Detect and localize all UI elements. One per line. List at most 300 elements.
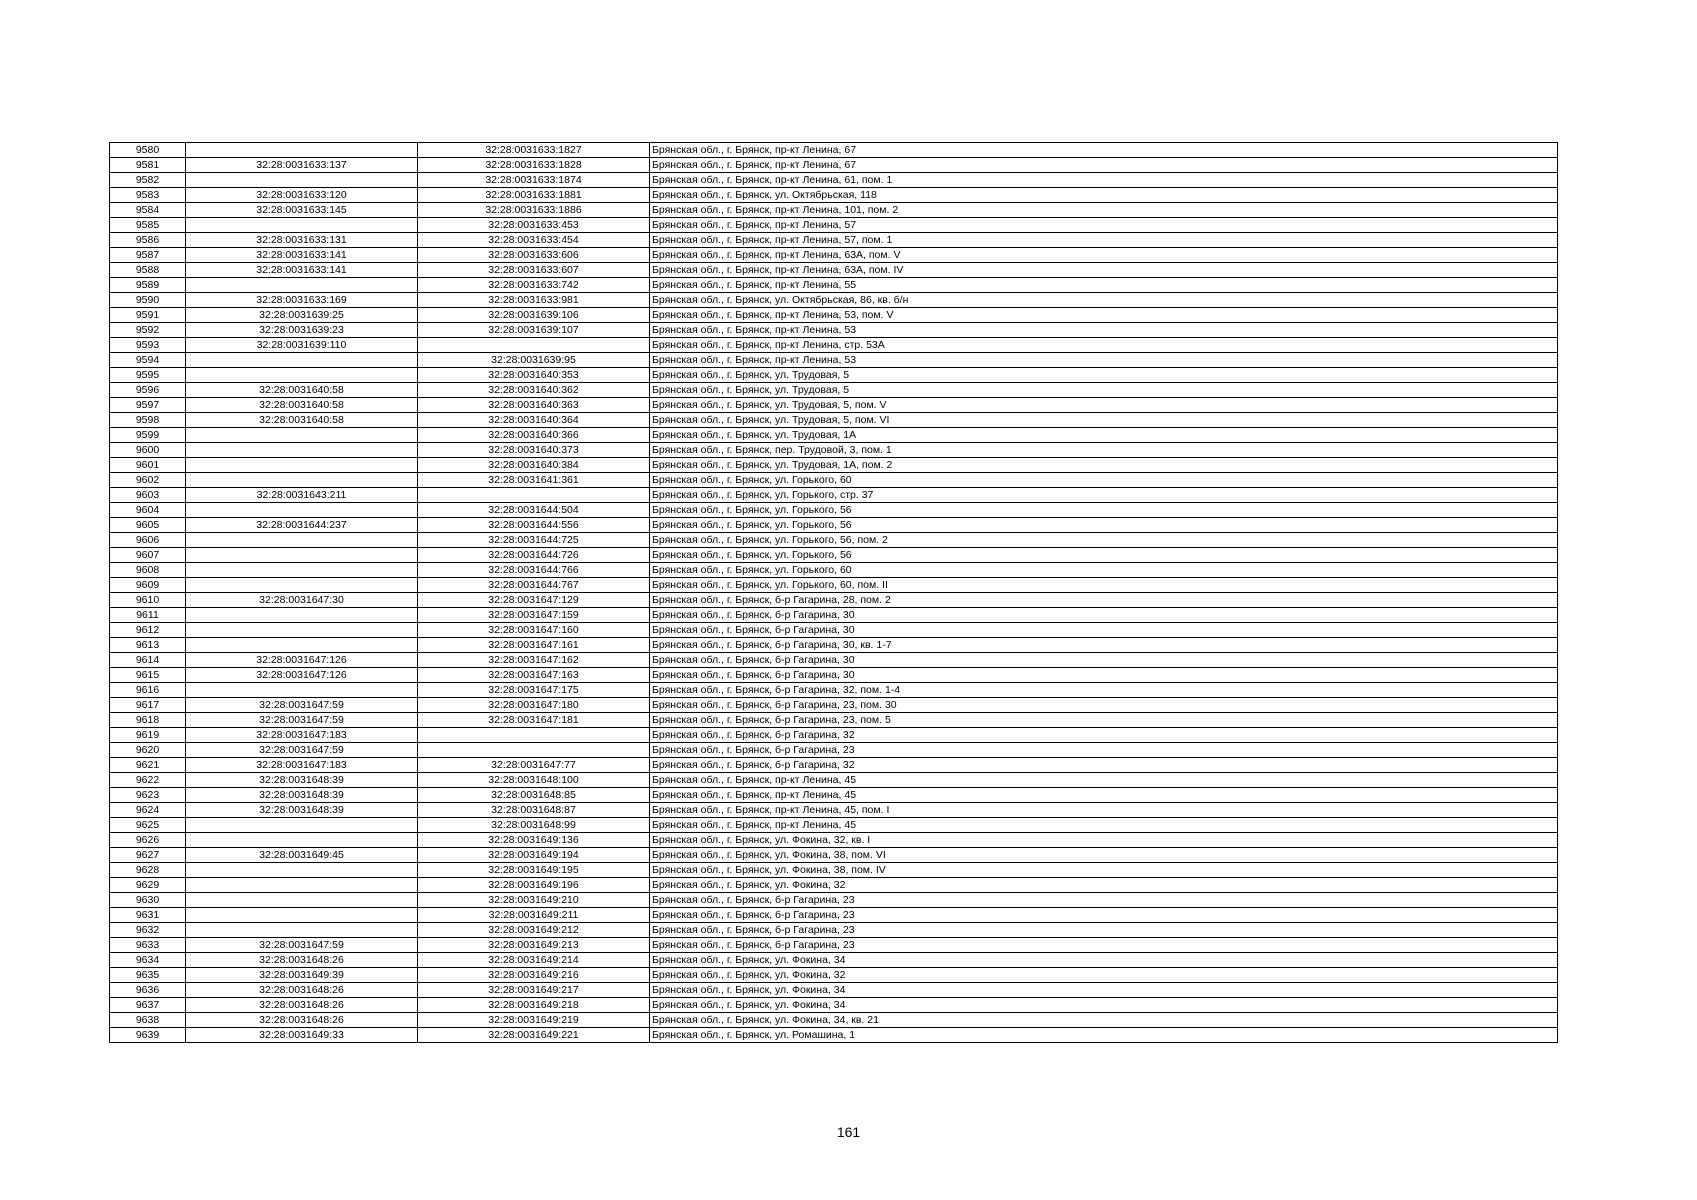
parcel-number-cell (186, 638, 418, 653)
parcel-number-cell (186, 923, 418, 938)
row-number-cell: 9595 (110, 368, 186, 383)
table-row (110, 173, 1558, 188)
table-row (110, 998, 1558, 1013)
row-number-cell: 9591 (110, 308, 186, 323)
table-row (110, 158, 1558, 173)
object-number-cell: 32:28:0031644:504 (418, 503, 650, 518)
object-number-cell: 32:28:0031641:361 (418, 473, 650, 488)
row-number-cell: 9597 (110, 398, 186, 413)
object-number-cell: 32:28:0031649:213 (418, 938, 650, 953)
row-number-cell: 9583 (110, 188, 186, 203)
row-number-cell: 9624 (110, 803, 186, 818)
table-row (110, 578, 1558, 593)
address-cell: Брянская обл., г. Брянск, пр-кт Ленина, 101, пом. 2 (650, 203, 1558, 218)
object-number-cell (418, 338, 650, 353)
address-cell: Брянская обл., г. Брянск, ул. Фокина, 32 (650, 968, 1558, 983)
table-row (110, 188, 1558, 203)
object-number-cell: 32:28:0031647:163 (418, 668, 650, 683)
object-number-cell: 32:28:0031649:219 (418, 1013, 650, 1028)
address-cell: Брянская обл., г. Брянск, ул. Фокина, 32, кв. I (650, 833, 1558, 848)
parcel-number-cell: 32:28:0031648:26 (186, 983, 418, 998)
object-number-cell: 32:28:0031649:136 (418, 833, 650, 848)
object-number-cell (418, 728, 650, 743)
table-row (110, 443, 1558, 458)
address-cell: Брянская обл., г. Брянск, б-р Гагарина, 28, пом. 2 (650, 593, 1558, 608)
parcel-number-cell: 32:28:0031643:211 (186, 488, 418, 503)
row-number-cell: 9631 (110, 908, 186, 923)
object-number-cell: 32:28:0031633:1874 (418, 173, 650, 188)
table-row (110, 563, 1558, 578)
table-row (110, 353, 1558, 368)
parcel-number-cell (186, 578, 418, 593)
parcel-number-cell: 32:28:0031647:59 (186, 698, 418, 713)
parcel-number-cell (186, 443, 418, 458)
address-cell: Брянская обл., г. Брянск, пр-кт Ленина, 53, пом. V (650, 308, 1558, 323)
parcel-number-cell (186, 503, 418, 518)
object-number-cell: 32:28:0031647:175 (418, 683, 650, 698)
address-cell: Брянская обл., г. Брянск, ул. Горького, 60 (650, 563, 1558, 578)
parcel-number-cell: 32:28:0031633:145 (186, 203, 418, 218)
object-number-cell: 32:28:0031647:181 (418, 713, 650, 728)
object-number-cell: 32:28:0031640:363 (418, 398, 650, 413)
address-cell: Брянская обл., г. Брянск, пр-кт Ленина, 55 (650, 278, 1558, 293)
table-row (110, 923, 1558, 938)
object-number-cell: 32:28:0031647:162 (418, 653, 650, 668)
table-row (110, 413, 1558, 428)
address-cell: Брянская обл., г. Брянск, пр-кт Ленина, 67 (650, 158, 1558, 173)
object-number-cell: 32:28:0031633:1881 (418, 188, 650, 203)
parcel-number-cell: 32:28:0031633:131 (186, 233, 418, 248)
object-number-cell: 32:28:0031649:194 (418, 848, 650, 863)
address-cell: Брянская обл., г. Брянск, б-р Гагарина, 23 (650, 893, 1558, 908)
parcel-number-cell: 32:28:0031647:126 (186, 653, 418, 668)
row-number-cell: 9604 (110, 503, 186, 518)
row-number-cell: 9626 (110, 833, 186, 848)
parcel-number-cell (186, 833, 418, 848)
address-cell: Брянская обл., г. Брянск, ул. Горького, 56 (650, 518, 1558, 533)
parcel-number-cell (186, 893, 418, 908)
table-row (110, 323, 1558, 338)
table-row (110, 623, 1558, 638)
parcel-number-cell: 32:28:0031647:59 (186, 713, 418, 728)
address-cell: Брянская обл., г. Брянск, ул. Трудовая, 5, пом. VI (650, 413, 1558, 428)
row-number-cell: 9589 (110, 278, 186, 293)
table-row (110, 953, 1558, 968)
parcel-number-cell: 32:28:0031647:126 (186, 668, 418, 683)
object-number-cell: 32:28:0031639:107 (418, 323, 650, 338)
object-number-cell: 32:28:0031640:362 (418, 383, 650, 398)
object-number-cell: 32:28:0031644:767 (418, 578, 650, 593)
object-number-cell: 32:28:0031647:159 (418, 608, 650, 623)
object-number-cell: 32:28:0031644:726 (418, 548, 650, 563)
row-number-cell: 9601 (110, 458, 186, 473)
parcel-number-cell: 32:28:0031633:137 (186, 158, 418, 173)
object-number-cell: 32:28:0031648:87 (418, 803, 650, 818)
object-number-cell: 32:28:0031633:453 (418, 218, 650, 233)
parcel-number-cell (186, 533, 418, 548)
row-number-cell: 9636 (110, 983, 186, 998)
table-row (110, 893, 1558, 908)
address-cell: Брянская обл., г. Брянск, пр-кт Ленина, 57 (650, 218, 1558, 233)
parcel-number-cell: 32:28:0031647:30 (186, 593, 418, 608)
object-number-cell: 32:28:0031649:211 (418, 908, 650, 923)
address-cell: Брянская обл., г. Брянск, пер. Трудовой, 3, пом. 1 (650, 443, 1558, 458)
table-row (110, 143, 1558, 158)
address-cell: Брянская обл., г. Брянск, пр-кт Ленина, 57, пом. 1 (650, 233, 1558, 248)
table-row (110, 698, 1558, 713)
table-row (110, 248, 1558, 263)
address-cell: Брянская обл., г. Брянск, ул. Фокина, 34 (650, 998, 1558, 1013)
address-cell: Брянская обл., г. Брянск, ул. Октябрьская, 118 (650, 188, 1558, 203)
parcel-number-cell: 32:28:0031640:58 (186, 413, 418, 428)
parcel-number-cell (186, 908, 418, 923)
row-number-cell: 9603 (110, 488, 186, 503)
address-cell: Брянская обл., г. Брянск, ул. Фокина, 34, кв. 21 (650, 1013, 1558, 1028)
object-number-cell (418, 743, 650, 758)
parcel-number-cell: 32:28:0031639:25 (186, 308, 418, 323)
address-cell: Брянская обл., г. Брянск, пр-кт Ленина, 45 (650, 773, 1558, 788)
row-number-cell: 9627 (110, 848, 186, 863)
table-row (110, 383, 1558, 398)
parcel-number-cell: 32:28:0031647:183 (186, 728, 418, 743)
object-number-cell: 32:28:0031644:766 (418, 563, 650, 578)
object-number-cell: 32:28:0031633:981 (418, 293, 650, 308)
object-number-cell: 32:28:0031644:556 (418, 518, 650, 533)
object-number-cell: 32:28:0031649:221 (418, 1028, 650, 1043)
row-number-cell: 9580 (110, 143, 186, 158)
address-cell: Брянская обл., г. Брянск, б-р Гагарина, 30 (650, 608, 1558, 623)
parcel-number-cell: 32:28:0031640:58 (186, 398, 418, 413)
address-cell: Брянская обл., г. Брянск, б-р Гагарина, 23 (650, 908, 1558, 923)
object-number-cell: 32:28:0031649:195 (418, 863, 650, 878)
address-cell: Брянская обл., г. Брянск, ул. Трудовая, 1А (650, 428, 1558, 443)
address-cell: Брянская обл., г. Брянск, пр-кт Ленина, 45 (650, 818, 1558, 833)
table-row (110, 938, 1558, 953)
parcel-number-cell (186, 278, 418, 293)
object-number-cell: 32:28:0031644:725 (418, 533, 650, 548)
object-number-cell: 32:28:0031640:364 (418, 413, 650, 428)
address-cell: Брянская обл., г. Брянск, ул. Трудовая, 1А, пом. 2 (650, 458, 1558, 473)
object-number-cell: 32:28:0031647:129 (418, 593, 650, 608)
object-number-cell: 32:28:0031649:214 (418, 953, 650, 968)
parcel-number-cell (186, 623, 418, 638)
parcel-number-cell: 32:28:0031639:23 (186, 323, 418, 338)
row-number-cell: 9637 (110, 998, 186, 1013)
table-row (110, 548, 1558, 563)
table-row (110, 488, 1558, 503)
row-number-cell: 9586 (110, 233, 186, 248)
parcel-number-cell: 32:28:0031648:26 (186, 953, 418, 968)
table-row (110, 713, 1558, 728)
table-row (110, 398, 1558, 413)
row-number-cell: 9585 (110, 218, 186, 233)
row-number-cell: 9632 (110, 923, 186, 938)
table-row (110, 668, 1558, 683)
address-cell: Брянская обл., г. Брянск, б-р Гагарина, 23 (650, 743, 1558, 758)
row-number-cell: 9605 (110, 518, 186, 533)
address-cell: Брянская обл., г. Брянск, ул. Горького, стр. 37 (650, 488, 1558, 503)
table-row (110, 683, 1558, 698)
row-number-cell: 9639 (110, 1028, 186, 1043)
parcel-number-cell: 32:28:0031648:39 (186, 788, 418, 803)
address-cell: Брянская обл., г. Брянск, ул. Горького, 56, пом. 2 (650, 533, 1558, 548)
row-number-cell: 9608 (110, 563, 186, 578)
parcel-number-cell: 32:28:0031649:39 (186, 968, 418, 983)
table-row (110, 908, 1558, 923)
table-row (110, 653, 1558, 668)
object-number-cell: 32:28:0031633:1827 (418, 143, 650, 158)
table-row (110, 473, 1558, 488)
row-number-cell: 9613 (110, 638, 186, 653)
object-number-cell: 32:28:0031633:606 (418, 248, 650, 263)
table-row (110, 203, 1558, 218)
parcel-number-cell: 32:28:0031648:39 (186, 773, 418, 788)
row-number-cell: 9621 (110, 758, 186, 773)
parcel-number-cell (186, 428, 418, 443)
table-row (110, 338, 1558, 353)
row-number-cell: 9606 (110, 533, 186, 548)
address-cell: Брянская обл., г. Брянск, ул. Фокина, 34 (650, 953, 1558, 968)
object-number-cell: 32:28:0031640:353 (418, 368, 650, 383)
parcel-number-cell (186, 353, 418, 368)
table-row (110, 968, 1558, 983)
address-cell: Брянская обл., г. Брянск, ул. Трудовая, 5, пом. V (650, 398, 1558, 413)
row-number-cell: 9607 (110, 548, 186, 563)
object-number-cell: 32:28:0031649:210 (418, 893, 650, 908)
table-row (110, 308, 1558, 323)
object-number-cell: 32:28:0031633:1886 (418, 203, 650, 218)
table-row (110, 1028, 1558, 1043)
object-number-cell: 32:28:0031640:366 (418, 428, 650, 443)
parcel-number-cell: 32:28:0031633:141 (186, 248, 418, 263)
address-cell: Брянская обл., г. Брянск, б-р Гагарина, 30 (650, 623, 1558, 638)
address-cell: Брянская обл., г. Брянск, ул. Горького, 56 (650, 503, 1558, 518)
address-cell: Брянская обл., г. Брянск, ул. Ромашина, 1 (650, 1028, 1558, 1043)
table-row (110, 263, 1558, 278)
row-number-cell: 9638 (110, 1013, 186, 1028)
table-row (110, 803, 1558, 818)
table-row (110, 788, 1558, 803)
row-number-cell: 9611 (110, 608, 186, 623)
table-row (110, 218, 1558, 233)
object-number-cell: 32:28:0031649:196 (418, 878, 650, 893)
parcel-number-cell: 32:28:0031639:110 (186, 338, 418, 353)
table-row (110, 278, 1558, 293)
row-number-cell: 9628 (110, 863, 186, 878)
parcel-number-cell: 32:28:0031633:120 (186, 188, 418, 203)
row-number-cell: 9620 (110, 743, 186, 758)
row-number-cell: 9599 (110, 428, 186, 443)
table-row (110, 848, 1558, 863)
parcel-number-cell (186, 608, 418, 623)
table-row (110, 818, 1558, 833)
parcel-number-cell: 32:28:0031648:26 (186, 998, 418, 1013)
row-number-cell: 9614 (110, 653, 186, 668)
parcel-number-cell: 32:28:0031649:33 (186, 1028, 418, 1043)
parcel-number-cell (186, 173, 418, 188)
address-cell: Брянская обл., г. Брянск, б-р Гагарина, 30 (650, 668, 1558, 683)
parcel-number-cell (186, 473, 418, 488)
object-number-cell: 32:28:0031633:742 (418, 278, 650, 293)
address-cell: Брянская обл., г. Брянск, пр-кт Ленина, 67 (650, 143, 1558, 158)
object-number-cell: 32:28:0031648:100 (418, 773, 650, 788)
address-cell: Брянская обл., г. Брянск, ул. Фокина, 38, пом. VI (650, 848, 1558, 863)
table-row (110, 833, 1558, 848)
parcel-number-cell: 32:28:0031633:169 (186, 293, 418, 308)
address-cell: Брянская обл., г. Брянск, ул. Фокина, 38, пом. IV (650, 863, 1558, 878)
row-number-cell: 9612 (110, 623, 186, 638)
row-number-cell: 9596 (110, 383, 186, 398)
address-cell: Брянская обл., г. Брянск, пр-кт Ленина, 45 (650, 788, 1558, 803)
row-number-cell: 9582 (110, 173, 186, 188)
object-number-cell: 32:28:0031648:99 (418, 818, 650, 833)
parcel-number-cell: 32:28:0031633:141 (186, 263, 418, 278)
row-number-cell: 9629 (110, 878, 186, 893)
parcel-number-cell (186, 458, 418, 473)
row-number-cell: 9610 (110, 593, 186, 608)
object-number-cell: 32:28:0031639:106 (418, 308, 650, 323)
table-row (110, 608, 1558, 623)
parcel-number-cell (186, 143, 418, 158)
address-cell: Брянская обл., г. Брянск, ул. Трудовая, 5 (650, 368, 1558, 383)
row-number-cell: 9602 (110, 473, 186, 488)
object-number-cell: 32:28:0031647:180 (418, 698, 650, 713)
object-number-cell: 32:28:0031633:454 (418, 233, 650, 248)
table-row (110, 983, 1558, 998)
address-cell: Брянская обл., г. Брянск, ул. Горького, 60 (650, 473, 1558, 488)
table-row (110, 743, 1558, 758)
object-number-cell: 32:28:0031647:160 (418, 623, 650, 638)
object-number-cell: 32:28:0031647:77 (418, 758, 650, 773)
table-body (110, 143, 1558, 1043)
row-number-cell: 9625 (110, 818, 186, 833)
table-row (110, 638, 1558, 653)
table-row (110, 368, 1558, 383)
table-row (110, 518, 1558, 533)
table-row (110, 233, 1558, 248)
address-cell: Брянская обл., г. Брянск, ул. Фокина, 32 (650, 878, 1558, 893)
object-number-cell: 32:28:0031648:85 (418, 788, 650, 803)
object-number-cell: 32:28:0031649:212 (418, 923, 650, 938)
address-cell: Брянская обл., г. Брянск, пр-кт Ленина, 63А, пом. V (650, 248, 1558, 263)
table-row (110, 773, 1558, 788)
table-row (110, 428, 1558, 443)
row-number-cell: 9623 (110, 788, 186, 803)
table-row (110, 503, 1558, 518)
address-cell: Брянская обл., г. Брянск, б-р Гагарина, 30 (650, 653, 1558, 668)
parcel-number-cell (186, 368, 418, 383)
address-cell: Брянская обл., г. Брянск, ул. Фокина, 34 (650, 983, 1558, 998)
row-number-cell: 9593 (110, 338, 186, 353)
row-number-cell: 9587 (110, 248, 186, 263)
row-number-cell: 9635 (110, 968, 186, 983)
parcel-number-cell (186, 548, 418, 563)
address-cell: Брянская обл., г. Брянск, пр-кт Ленина, 45, пом. I (650, 803, 1558, 818)
object-number-cell: 32:28:0031633:1828 (418, 158, 650, 173)
object-number-cell: 32:28:0031639:95 (418, 353, 650, 368)
parcel-number-cell (186, 563, 418, 578)
table-row (110, 728, 1558, 743)
row-number-cell: 9634 (110, 953, 186, 968)
address-cell: Брянская обл., г. Брянск, пр-кт Ленина, 53 (650, 323, 1558, 338)
parcel-number-cell: 32:28:0031648:39 (186, 803, 418, 818)
row-number-cell: 9633 (110, 938, 186, 953)
parcel-number-cell (186, 878, 418, 893)
object-number-cell: 32:28:0031649:217 (418, 983, 650, 998)
address-cell: Брянская обл., г. Брянск, б-р Гагарина, 32 (650, 728, 1558, 743)
row-number-cell: 9630 (110, 893, 186, 908)
parcel-number-cell (186, 863, 418, 878)
table-row (110, 593, 1558, 608)
address-cell: Брянская обл., г. Брянск, пр-кт Ленина, 63А, пом. IV (650, 263, 1558, 278)
address-cell: Брянская обл., г. Брянск, пр-кт Ленина, стр. 53А (650, 338, 1558, 353)
row-number-cell: 9609 (110, 578, 186, 593)
object-number-cell: 32:28:0031640:384 (418, 458, 650, 473)
row-number-cell: 9619 (110, 728, 186, 743)
object-number-cell: 32:28:0031649:216 (418, 968, 650, 983)
address-cell: Брянская обл., г. Брянск, пр-кт Ленина, 61, пом. 1 (650, 173, 1558, 188)
row-number-cell: 9622 (110, 773, 186, 788)
row-number-cell: 9600 (110, 443, 186, 458)
table-row (110, 458, 1558, 473)
table-row (110, 878, 1558, 893)
row-number-cell: 9594 (110, 353, 186, 368)
address-cell: Брянская обл., г. Брянск, б-р Гагарина, 23, пом. 5 (650, 713, 1558, 728)
object-number-cell (418, 488, 650, 503)
object-number-cell: 32:28:0031640:373 (418, 443, 650, 458)
row-number-cell: 9592 (110, 323, 186, 338)
row-number-cell: 9615 (110, 668, 186, 683)
address-cell: Брянская обл., г. Брянск, б-р Гагарина, 32, пом. 1-4 (650, 683, 1558, 698)
parcel-number-cell: 32:28:0031647:59 (186, 938, 418, 953)
table-row (110, 1013, 1558, 1028)
table-row (110, 533, 1558, 548)
parcel-number-cell: 32:28:0031648:26 (186, 1013, 418, 1028)
row-number-cell: 9616 (110, 683, 186, 698)
parcel-number-cell: 32:28:0031647:183 (186, 758, 418, 773)
address-cell: Брянская обл., г. Брянск, б-р Гагарина, 23, пом. 30 (650, 698, 1558, 713)
page-number: 161 (836, 1124, 861, 1140)
address-cell: Брянская обл., г. Брянск, б-р Гагарина, 23 (650, 938, 1558, 953)
row-number-cell: 9618 (110, 713, 186, 728)
parcel-number-cell: 32:28:0031647:59 (186, 743, 418, 758)
row-number-cell: 9590 (110, 293, 186, 308)
row-number-cell: 9584 (110, 203, 186, 218)
cadastral-table (109, 142, 1558, 1043)
table-row (110, 758, 1558, 773)
parcel-number-cell: 32:28:0031640:58 (186, 383, 418, 398)
address-cell: Брянская обл., г. Брянск, б-р Гагарина, 23 (650, 923, 1558, 938)
address-cell: Брянская обл., г. Брянск, ул. Горького, 60, пом. II (650, 578, 1558, 593)
address-cell: Брянская обл., г. Брянск, б-р Гагарина, 32 (650, 758, 1558, 773)
row-number-cell: 9598 (110, 413, 186, 428)
table-row (110, 293, 1558, 308)
row-number-cell: 9588 (110, 263, 186, 278)
parcel-number-cell: 32:28:0031649:45 (186, 848, 418, 863)
parcel-number-cell (186, 683, 418, 698)
parcel-number-cell: 32:28:0031644:237 (186, 518, 418, 533)
row-number-cell: 9581 (110, 158, 186, 173)
parcel-number-cell (186, 218, 418, 233)
address-cell: Брянская обл., г. Брянск, ул. Трудовая, 5 (650, 383, 1558, 398)
address-cell: Брянская обл., г. Брянск, ул. Октябрьская, 86, кв. б/н (650, 293, 1558, 308)
object-number-cell: 32:28:0031633:607 (418, 263, 650, 278)
address-cell: Брянская обл., г. Брянск, пр-кт Ленина, 53 (650, 353, 1558, 368)
table-row (110, 863, 1558, 878)
address-cell: Брянская обл., г. Брянск, б-р Гагарина, 30, кв. 1-7 (650, 638, 1558, 653)
object-number-cell: 32:28:0031647:161 (418, 638, 650, 653)
object-number-cell: 32:28:0031649:218 (418, 998, 650, 1013)
